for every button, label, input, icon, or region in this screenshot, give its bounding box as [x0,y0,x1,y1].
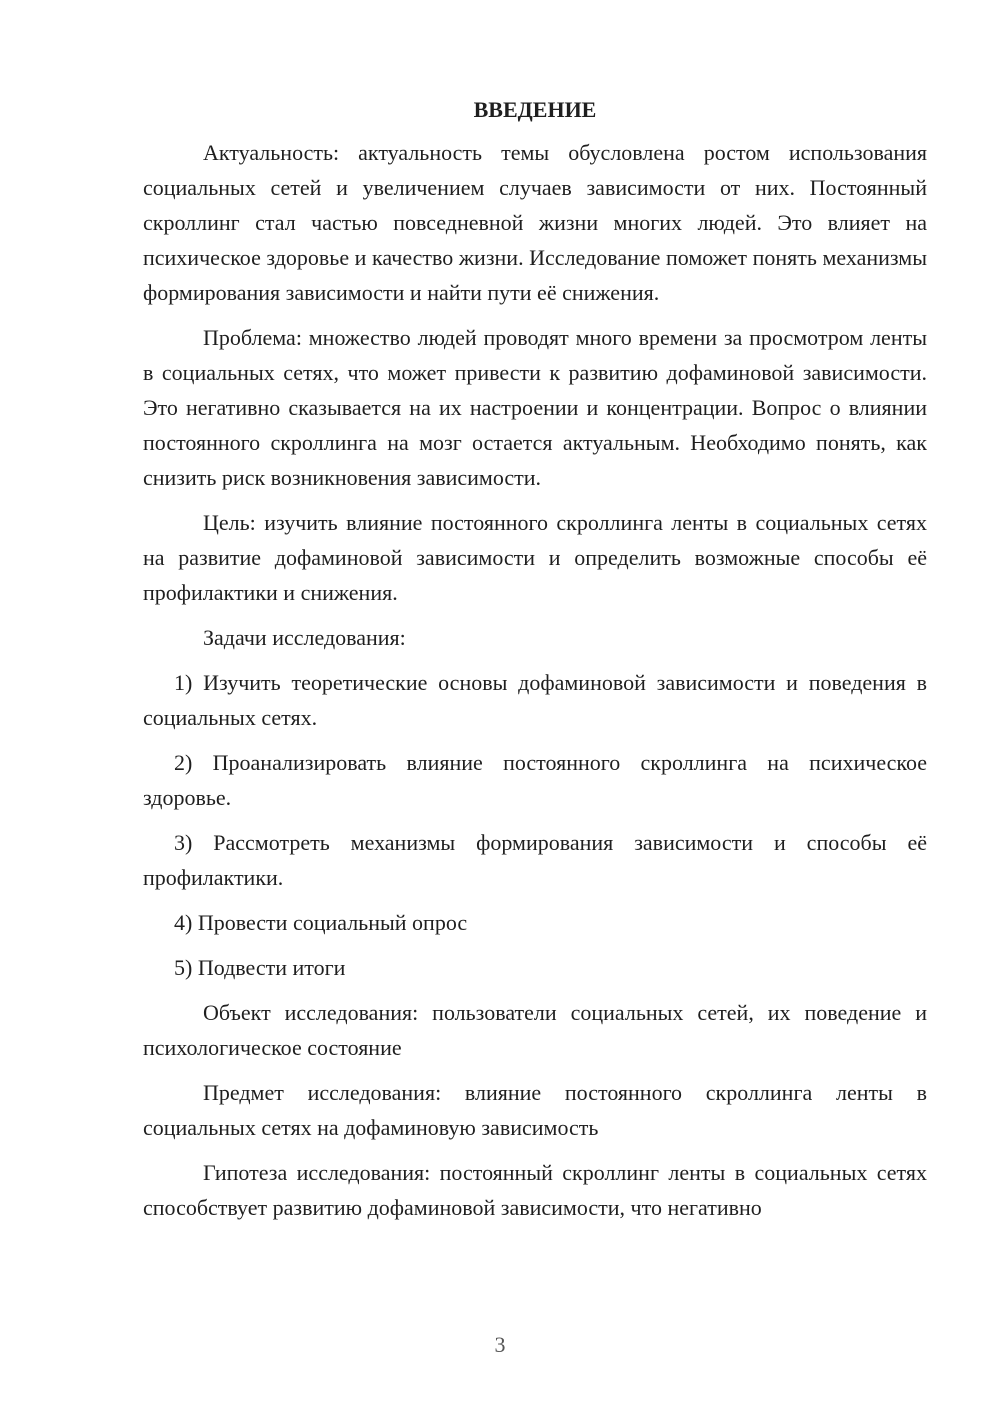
subject-paragraph: Предмет исследования: влияние постоянного скроллинга ленты в социальных сетях на дофаминовую зависимость [143,1080,927,1140]
task-item-5: 5) Подвести итоги [174,955,346,980]
tasks-title: Задачи исследования: [203,625,406,650]
problem-paragraph: Проблема: множество людей проводят много времени за просмотром ленты в социальных сетях, что может привести к развитию дофаминовой зависимости. Это негативно сказывается на их настроении и концентрации. Вопрос о влиянии постоянного скроллинга на мозг остается актуальным. Необходимо понять, как снизить риск возникновения зависимости. [143,325,927,490]
hypothesis-paragraph: Гипотеза исследования: постоянный скроллинг ленты в социальных сетях способствует развитию дофаминовой зависимости, что негативно [143,1160,927,1220]
page-number: 3 [494,1332,506,1357]
goal-paragraph: Цель: изучить влияние постоянного скроллинга ленты в социальных сетях на развитие дофаминовой зависимости и определить возможные способы её профилактики и снижения. [143,510,927,605]
section-heading: ВВЕДЕНИЕ [473,97,597,122]
task-item-4: 4) Провести социальный опрос [174,910,468,935]
relevance-paragraph: Актуальность: актуальность темы обусловлена ростом использования социальных сетей и увеличением случаев зависимости от них. Постоянный скроллинг стал частью повседневной жизни многих людей. Это влияет на психическое здоровье и качество жизни. Исследование поможет понять механизмы формирования зависимости и найти пути её снижения. [143,140,927,305]
task-item-2: 2) Проанализировать влияние постоянного скроллинга на психическое здоровье. [143,750,927,810]
task-item-3: 3) Рассмотреть механизмы формирования зависимости и способы её профилактики. [143,830,927,890]
object-paragraph: Объект исследования: пользователи социальных сетей, их поведение и психологическое состояние [143,1000,927,1060]
page-content [143,92,927,1225]
task-item-1: 1) Изучить теоретические основы дофаминовой зависимости и поведения в социальных сетях. [143,670,927,730]
